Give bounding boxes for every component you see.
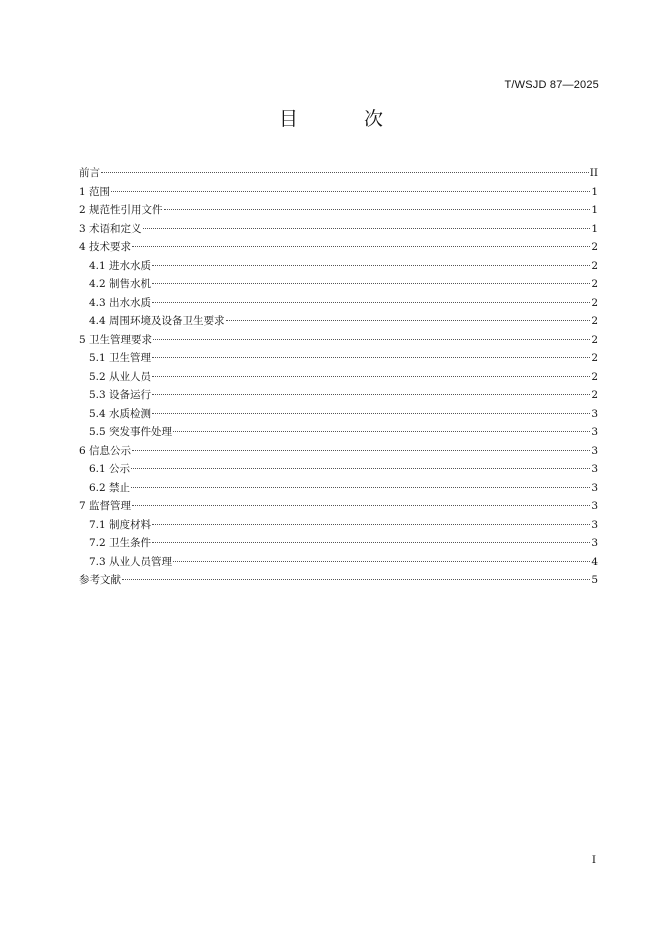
toc-dot-leader <box>132 504 590 506</box>
toc-entry-label: 前言 <box>79 167 100 179</box>
toc-entry-label: 1 范围 <box>79 185 111 198</box>
toc-entry[interactable] <box>79 571 598 590</box>
toc-entry[interactable] <box>79 423 598 442</box>
toc-dot-leader <box>152 393 590 395</box>
toc-entry-page: 2 <box>591 241 598 253</box>
toc-entry-page: 2 <box>591 352 598 364</box>
toc-entry-label: 5.2 从业人员 <box>89 370 152 383</box>
toc-dot-leader <box>101 171 589 173</box>
toc-dot-leader <box>152 523 590 525</box>
toc-entry-label: 5.3 设备运行 <box>89 389 152 401</box>
toc-entry-page: 1 <box>591 222 598 235</box>
toc-entry-page: 2 <box>591 278 598 290</box>
toc-dot-leader <box>173 560 590 562</box>
toc-title: 目 次 <box>278 108 414 130</box>
toc-dot-leader <box>131 467 590 469</box>
toc-dot-leader <box>153 338 590 340</box>
toc-entry-page: 3 <box>591 481 598 494</box>
toc-entry[interactable] <box>79 183 598 202</box>
table-of-contents <box>79 164 598 590</box>
toc-dot-leader <box>226 319 591 321</box>
toc-entry[interactable] <box>79 368 598 387</box>
toc-dot-leader <box>152 282 590 284</box>
toc-dot-leader <box>152 356 590 358</box>
toc-entry-page: 5 <box>591 574 598 586</box>
toc-entry[interactable] <box>79 405 598 424</box>
toc-entry-label: 4.2 制售水机 <box>89 278 152 290</box>
toc-entry-label: 4.4 周围环境及设备卫生要求 <box>89 315 225 327</box>
toc-dot-leader <box>173 430 590 432</box>
toc-entry[interactable] <box>79 275 598 294</box>
toc-entry-label: 4.3 出水水质 <box>89 296 152 309</box>
toc-entry[interactable] <box>79 534 598 553</box>
toc-entry[interactable] <box>79 349 598 368</box>
toc-entry[interactable] <box>79 331 598 350</box>
toc-dot-leader <box>164 208 591 210</box>
page-number: I <box>591 854 596 866</box>
toc-dot-leader <box>152 301 590 303</box>
toc-entry-label: 参考文献 <box>79 574 121 586</box>
toc-entry-page: 3 <box>591 518 598 531</box>
toc-entry[interactable] <box>79 553 598 572</box>
toc-entry-label: 7.2 卫生条件 <box>89 537 152 549</box>
toc-entry-label: 5.4 水质检测 <box>89 407 152 420</box>
document-code: T/WSJD 87—2025 <box>504 79 599 91</box>
toc-entry-page: 3 <box>591 426 598 438</box>
toc-entry[interactable] <box>79 479 598 498</box>
toc-dot-leader <box>152 541 590 543</box>
toc-entry[interactable] <box>79 201 598 220</box>
toc-entry-label: 3 术语和定义 <box>79 222 142 235</box>
toc-dot-leader <box>143 227 591 229</box>
toc-entry-page: 4 <box>591 555 598 568</box>
toc-entry[interactable] <box>79 442 598 461</box>
toc-dot-leader <box>122 578 590 580</box>
toc-entry-page: II <box>589 167 598 179</box>
toc-entry-page: 3 <box>591 407 598 420</box>
toc-entry-page: 3 <box>591 463 598 475</box>
toc-entry[interactable] <box>79 220 598 239</box>
toc-entry-label: 5 卫生管理要求 <box>79 333 153 346</box>
toc-entry-page: 1 <box>591 185 598 198</box>
toc-entry[interactable] <box>79 312 598 331</box>
toc-entry-label: 6.1 公示 <box>89 463 131 475</box>
toc-entry-label: 6 信息公示 <box>79 444 132 457</box>
toc-entry-label: 4 技术要求 <box>79 241 132 253</box>
toc-entry-label: 5.5 突发事件处理 <box>89 426 173 438</box>
toc-dot-leader <box>152 412 590 414</box>
toc-entry[interactable] <box>79 238 598 257</box>
toc-entry-label: 6.2 禁止 <box>89 481 131 494</box>
toc-entry-page: 2 <box>591 296 598 309</box>
toc-entry-label: 5.1 卫生管理 <box>89 352 152 364</box>
toc-entry[interactable] <box>79 516 598 535</box>
toc-dot-leader <box>111 190 590 192</box>
toc-dot-leader <box>132 245 590 247</box>
toc-entry-page: 2 <box>591 389 598 401</box>
toc-entry-page: 3 <box>591 444 598 457</box>
toc-entry-page: 3 <box>591 500 598 512</box>
toc-entry-page: 2 <box>591 259 598 272</box>
toc-dot-leader <box>152 264 590 266</box>
toc-entry[interactable] <box>79 294 598 313</box>
toc-entry[interactable] <box>79 164 598 183</box>
toc-entry-label: 7.3 从业人员管理 <box>89 555 173 568</box>
toc-entry-page: 2 <box>591 370 598 383</box>
toc-entry[interactable] <box>79 460 598 479</box>
toc-entry[interactable] <box>79 257 598 276</box>
toc-entry[interactable] <box>79 386 598 405</box>
toc-entry-label: 7 监督管理 <box>79 500 132 512</box>
toc-entry-label: 2 规范性引用文件 <box>79 204 163 216</box>
toc-entry-page: 2 <box>591 315 598 327</box>
toc-entry-page: 1 <box>591 204 598 216</box>
toc-dot-leader <box>131 486 590 488</box>
toc-entry-label: 7.1 制度材料 <box>89 518 152 531</box>
toc-entry-label: 4.1 进水水质 <box>89 259 152 272</box>
toc-dot-leader <box>152 375 590 377</box>
toc-entry-page: 3 <box>591 537 598 549</box>
toc-entry[interactable] <box>79 497 598 516</box>
toc-entry-page: 2 <box>591 333 598 346</box>
toc-dot-leader <box>132 449 590 451</box>
